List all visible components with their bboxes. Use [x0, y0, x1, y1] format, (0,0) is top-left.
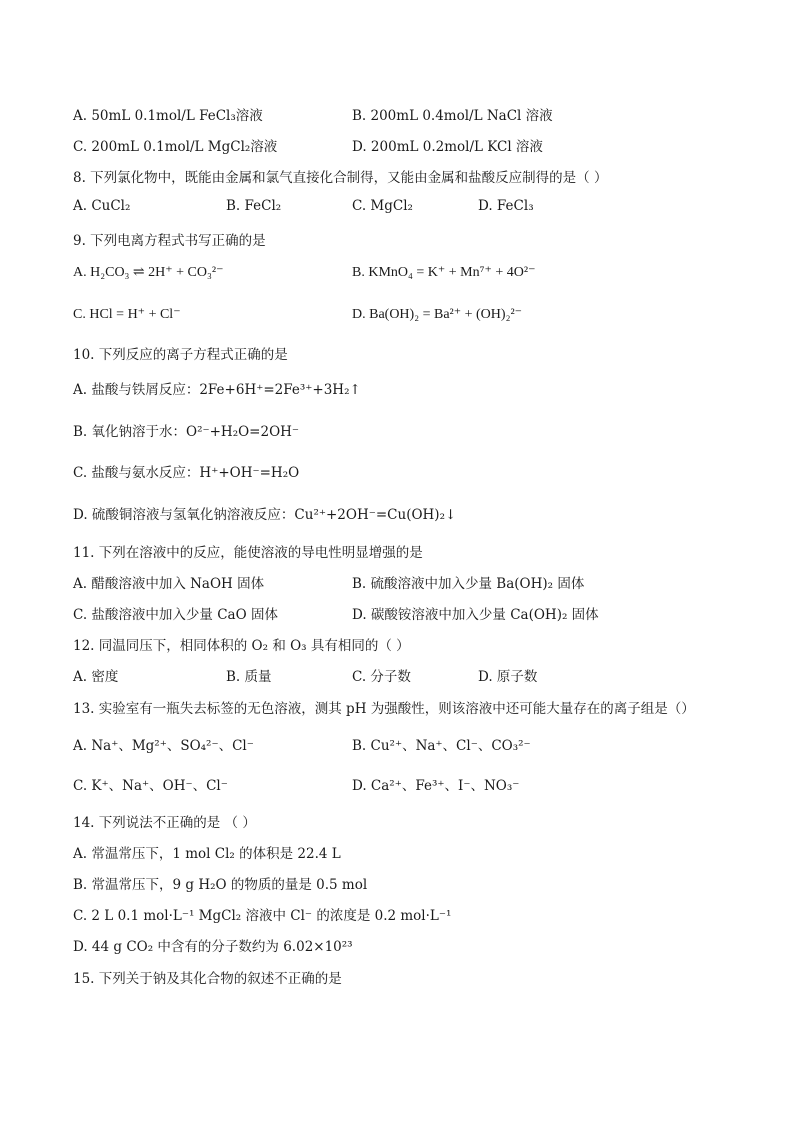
- q10-option-a: A. 盐酸与铁屑反应：2Fe+6H⁺=2Fe³⁺+3H₂↑: [73, 382, 361, 398]
- q11-option-c: C. 盐酸溶液中加入少量 CaO 固体: [73, 607, 278, 623]
- q12-stem: 12. 同温同压下，相同体积的 O₂ 和 O₃ 具有相同的（ ）: [73, 638, 410, 654]
- q9-option-b: B. KMnO₄ = K⁺ + Mn⁷⁺ + 4O²⁻: [352, 265, 536, 280]
- q10-option-d: D. 硫酸铜溶液与氢氧化钠溶液反应：Cu²⁺+2OH⁻=Cu(OH)₂↓: [73, 507, 457, 523]
- q11-option-d: D. 碳酸铵溶液中加入少量 Ca(OH)₂ 固体: [352, 607, 599, 623]
- q8-stem: 8. 下列氯化物中，既能由金属和氯气直接化合制得，又能由金属和盐酸反应制得的是（ ）: [73, 170, 608, 186]
- q9-option-c: C. HCl = H⁺ + Cl⁻: [73, 307, 181, 322]
- q8-option-a: A. CuCl₂: [73, 198, 131, 214]
- q9-option-a: A. H₂CO₃ ⇌ 2H⁺ + CO₃²⁻: [73, 265, 224, 280]
- q8-option-c: C. MgCl₂: [352, 198, 413, 214]
- q12-option-a: A. 密度: [73, 669, 119, 685]
- q14-option-d: D. 44 g CO₂ 中含有的分子数约为 6.02×10²³: [73, 939, 353, 955]
- q7-option-d: D. 200mL 0.2mol/L KCl 溶液: [352, 139, 543, 155]
- q13-stem: 13. 实验室有一瓶失去标签的无色溶液，测其 pH 为强酸性，则该溶液中还可能大量存在的离子组是（）: [73, 701, 695, 717]
- q13-option-c: C. K⁺、Na⁺、OH⁻、Cl⁻: [73, 778, 228, 794]
- q12-option-c: C. 分子数: [352, 669, 411, 685]
- q8-option-b: B. FeCl₂: [226, 198, 282, 214]
- q15-stem: 15. 下列关于钠及其化合物的叙述不正确的是: [73, 971, 342, 987]
- q9-stem: 9. 下列电离方程式书写正确的是: [73, 233, 266, 249]
- q13-option-d: D. Ca²⁺、Fe³⁺、I⁻、NO₃⁻: [352, 778, 520, 794]
- q14-option-a: A. 常温常压下，1 mol Cl₂ 的体积是 22.4 L: [73, 846, 341, 862]
- q13-option-b: B. Cu²⁺、Na⁺、Cl⁻、CO₃²⁻: [352, 738, 531, 754]
- q7-option-a: A. 50mL 0.1mol/L FeCl₃溶液: [73, 108, 263, 124]
- q10-option-c: C. 盐酸与氨水反应：H⁺+OH⁻=H₂O: [73, 465, 300, 481]
- q11-stem: 11. 下列在溶液中的反应，能使溶液的导电性明显增强的是: [73, 545, 423, 561]
- q7-option-c: C. 200mL 0.1mol/L MgCl₂溶液: [73, 139, 278, 155]
- q8-option-d: D. FeCl₃: [478, 198, 534, 214]
- q12-option-b: B. 质量: [226, 669, 272, 685]
- q14-stem: 14. 下列说法不正确的是 （ ）: [73, 815, 256, 831]
- q13-option-a: A. Na⁺、Mg²⁺、SO₄²⁻、Cl⁻: [73, 738, 254, 754]
- q11-option-b: B. 硫酸溶液中加入少量 Ba(OH)₂ 固体: [352, 576, 585, 592]
- q10-option-b: B. 氧化钠溶于水：O²⁻+H₂O=2OH⁻: [73, 424, 300, 440]
- q7-option-b: B. 200mL 0.4mol/L NaCl 溶液: [352, 108, 553, 124]
- q12-option-d: D. 原子数: [478, 669, 538, 685]
- q14-option-c: C. 2 L 0.1 mol·L⁻¹ MgCl₂ 溶液中 Cl⁻ 的浓度是 0.2 mol·L⁻¹: [73, 908, 452, 924]
- q10-stem: 10. 下列反应的离子方程式正确的是: [73, 347, 288, 363]
- q9-option-d: D. Ba(OH)₂ = Ba²⁺ + (OH)₂²⁻: [352, 307, 523, 322]
- q11-option-a: A. 醋酸溶液中加入 NaOH 固体: [73, 576, 265, 592]
- q14-option-b: B. 常温常压下，9 g H₂O 的物质的量是 0.5 mol: [73, 877, 368, 893]
